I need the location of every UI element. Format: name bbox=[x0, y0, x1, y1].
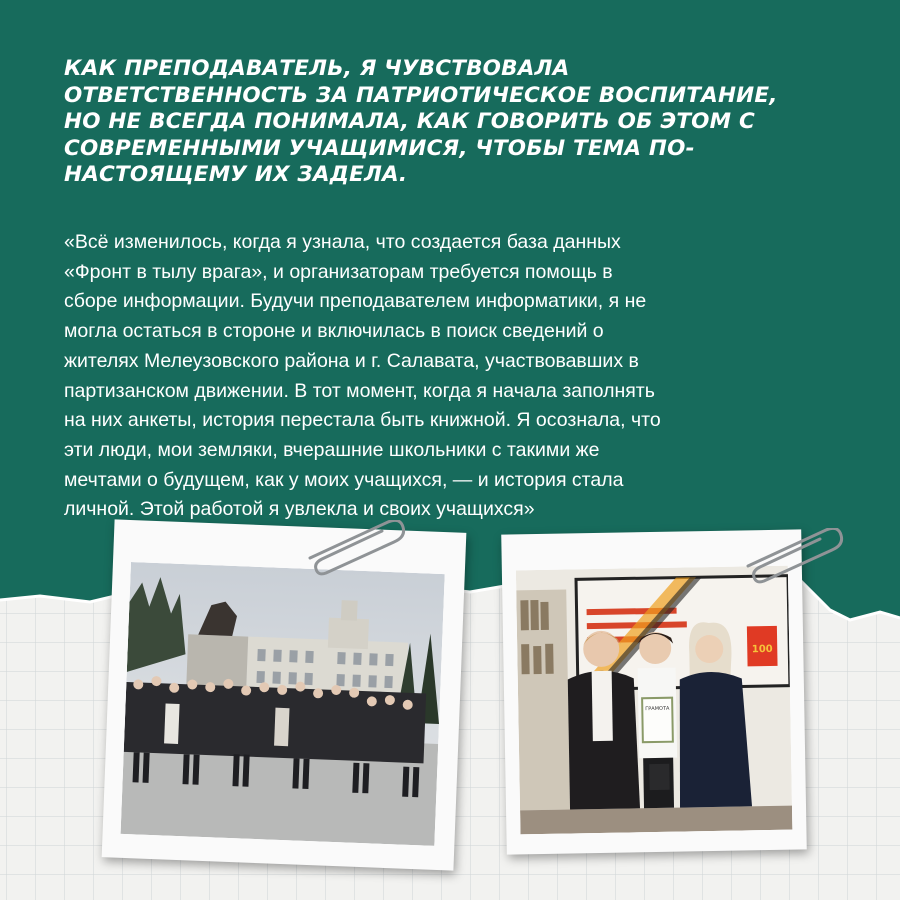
headline-line: НАСТОЯЩЕМУ ИХ ЗАДЕЛА. bbox=[64, 162, 408, 187]
group-photo bbox=[121, 562, 445, 846]
quote-line: эти люди, мои земляки, вчерашние школьники с такими же bbox=[64, 438, 600, 461]
headline bbox=[64, 56, 844, 189]
polaroid-left bbox=[102, 519, 467, 870]
quote-line: личной. Этой работой я увлекла и своих учащихся» bbox=[64, 498, 535, 521]
quote-line: сборе информации. Будучи преподавателем информатики, я не bbox=[64, 290, 647, 313]
quote-line: жителях Мелеузовского района и г. Салавата, участвовавших в bbox=[64, 349, 639, 372]
quote-line: на них анкеты, история перестала быть книжной. Я осознала, что bbox=[64, 409, 661, 432]
headline-line: ОТВЕТСТВЕННОСТЬ ЗА ПАТРИОТИЧЕСКОЕ ВОСПИТАНИЕ, bbox=[64, 82, 778, 108]
headline-line: КАК ПРЕПОДАВАТЕЛЬ, Я ЧУВСТВОВАЛА bbox=[64, 56, 570, 81]
quote-line: партизанском движении. В тот момент, когда я начала заполнять bbox=[64, 379, 655, 402]
quote-line: «Фронт в тылу врага», и организаторам требуется помощь в bbox=[64, 260, 613, 283]
screen-badge-text: 100 bbox=[751, 643, 773, 656]
quote-line: «Всё изменилось, когда я узнала, что создается база данных bbox=[64, 231, 621, 253]
headline-line: НО НЕ ВСЕГДА ПОНИМАЛА, КАК ГОВОРИТЬ ОБ ЭТОМ С bbox=[64, 109, 755, 134]
certificate-title: ГРАМОТА bbox=[645, 705, 670, 713]
award-photo bbox=[516, 566, 793, 835]
quote-line: мечтами о будущем, как у моих учащихся, — и история стала bbox=[64, 468, 624, 491]
paperclip-icon bbox=[300, 520, 410, 580]
headline-line: СОВРЕМЕННЫМИ УЧАЩИМИСЯ, ЧТОБЫ ТЕМА ПО- bbox=[64, 135, 695, 161]
quote-paragraph bbox=[64, 228, 864, 525]
paperclip-icon bbox=[738, 528, 848, 588]
quote-line: могла остаться в стороне и включилась в поиск сведений о bbox=[64, 320, 604, 343]
